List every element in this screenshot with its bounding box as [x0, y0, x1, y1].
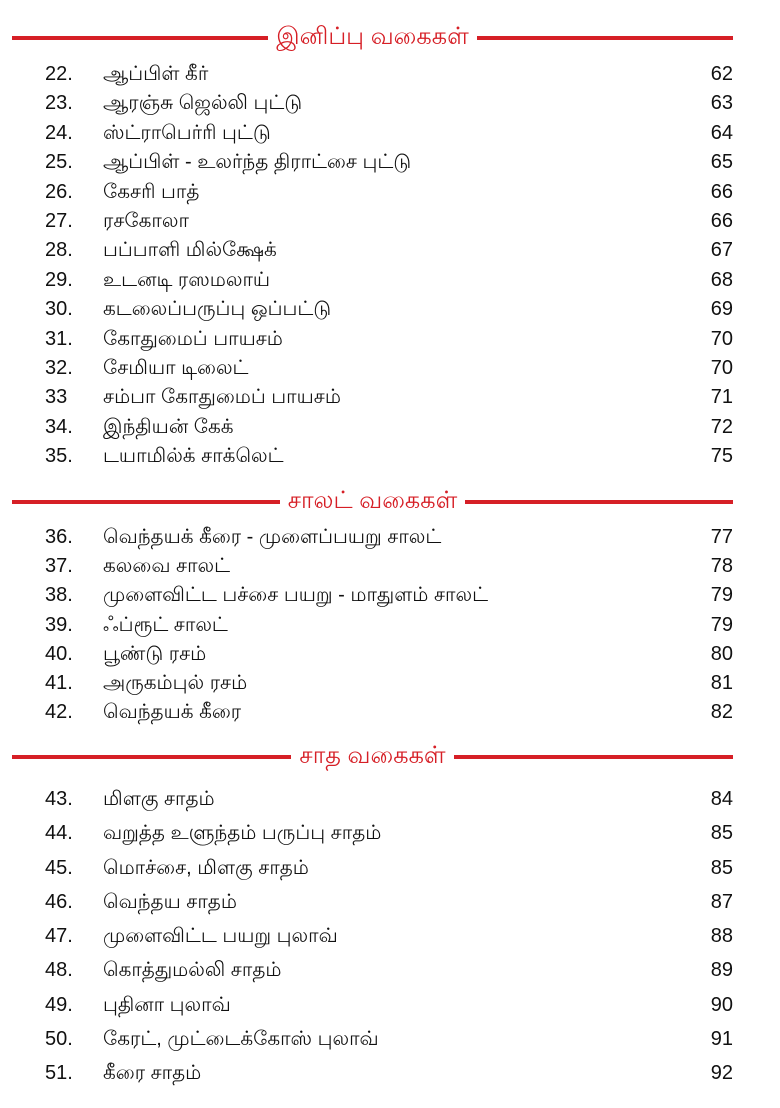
toc-entry	[0, 669, 780, 698]
entry-number: 42.	[45, 701, 73, 724]
toc-entry	[0, 851, 780, 885]
entry-number: 36.	[45, 526, 73, 548]
entry-title: வறுத்த உளுந்தம் பருப்பு சாதம்	[103, 822, 382, 845]
entry-page: 91	[710, 1028, 733, 1051]
entry-page: 87	[710, 890, 733, 913]
toc-entry	[0, 816, 780, 850]
toc-entry	[0, 207, 780, 236]
entry-title: கோதுமைப் பாயசம்	[103, 327, 283, 350]
entry-title: கீரை சாதம்	[103, 1062, 202, 1085]
toc-entry	[0, 148, 780, 177]
toc-entry	[0, 611, 780, 640]
entry-number: 38.	[45, 584, 73, 607]
entry-page: 82	[710, 701, 733, 724]
toc-entry	[0, 354, 780, 383]
entry-page: 69	[710, 298, 733, 321]
toc-entry	[0, 413, 780, 442]
toc-entry	[0, 178, 780, 207]
entry-number: 41.	[45, 671, 73, 694]
section-title: சாலட் வகைகள்	[287, 487, 458, 514]
entry-number: 32.	[45, 356, 73, 379]
entry-title: ஆப்பிள் கீர்	[103, 63, 209, 85]
entry-page: 65	[710, 151, 733, 174]
toc-entry	[0, 1022, 780, 1056]
entry-page: 63	[710, 92, 733, 115]
entry-page: 67	[710, 239, 733, 262]
toc-entry	[0, 442, 780, 471]
entry-page: 85	[710, 822, 733, 845]
entry-number: 39.	[45, 613, 73, 636]
section-header	[0, 742, 780, 772]
entry-number: 31.	[45, 327, 73, 350]
entry-page: 70	[710, 327, 733, 350]
toc-entry	[0, 953, 780, 987]
entry-page: 75	[710, 445, 733, 468]
entry-page: 72	[710, 415, 733, 438]
entry-page: 79	[710, 584, 733, 607]
toc-entry	[0, 325, 780, 354]
entry-title: இந்தியன் கேக்	[103, 415, 234, 438]
divider-line	[12, 500, 280, 504]
entry-number: 30.	[45, 298, 73, 321]
entry-title: சேமியா டிலைட்	[103, 356, 249, 379]
entry-title: அருகம்புல் ரசம்	[103, 671, 248, 694]
entry-page: 66	[710, 180, 733, 203]
divider-line	[12, 755, 291, 759]
entry-number: 44.	[45, 822, 73, 845]
entry-number: 29.	[45, 268, 73, 291]
toc-entry	[0, 1056, 780, 1090]
entry-number: 24.	[45, 121, 73, 144]
entry-number: 40.	[45, 642, 73, 665]
toc-list	[0, 60, 780, 471]
toc-list	[0, 523, 780, 727]
toc-entry	[0, 782, 780, 816]
entry-page: 78	[710, 555, 733, 578]
entry-title: பப்பாளி மில்க்ஷேக்	[103, 239, 277, 262]
divider-line	[12, 36, 268, 40]
entry-number: 51.	[45, 1062, 73, 1085]
entry-number: 47.	[45, 925, 73, 948]
entry-number: 34.	[45, 415, 73, 438]
entry-title: வெந்தயக் கீரை - முளைப்பயறு சாலட்	[103, 526, 442, 548]
toc-entry	[0, 89, 780, 118]
entry-title: டயாமில்க் சாக்லெட்	[103, 445, 284, 468]
entry-title: மொச்சை, மிளகு சாதம்	[103, 856, 309, 879]
entry-title: வெந்தயக் கீரை	[103, 701, 242, 724]
entry-title: கேசரி பாத்	[103, 180, 200, 203]
entry-page: 79	[710, 613, 733, 636]
entry-number: 50.	[45, 1028, 73, 1051]
entry-number: 46.	[45, 890, 73, 913]
entry-title: ஸ்ட்ராபெர்ரி புட்டு	[103, 121, 271, 144]
entry-page: 77	[710, 526, 733, 548]
entry-number: 27.	[45, 209, 73, 232]
entry-title: உடனடி ரஸமலாய்	[103, 268, 271, 291]
entry-title: கலவை சாலட்	[103, 555, 231, 578]
entry-title: ஆரஞ்சு ஜெல்லி புட்டு	[103, 92, 303, 115]
divider-line	[465, 500, 733, 504]
entry-page: 81	[710, 671, 733, 694]
entry-title: ரசகோலா	[103, 209, 189, 232]
entry-page: 90	[710, 993, 733, 1016]
entry-page: 85	[710, 856, 733, 879]
entry-number: 49.	[45, 993, 73, 1016]
entry-page: 89	[710, 959, 733, 982]
entry-title: முளைவிட்ட பயறு புலாவ்	[103, 925, 338, 948]
divider-line	[477, 36, 733, 40]
section-sweets	[0, 23, 780, 471]
toc-list	[0, 782, 780, 1091]
entry-title: ஆப்பிள் - உலர்ந்த திராட்சை புட்டு	[103, 151, 412, 174]
entry-number: 48.	[45, 959, 73, 982]
toc-entry	[0, 266, 780, 295]
entry-page: 68	[710, 268, 733, 291]
entry-page: 66	[710, 209, 733, 232]
entry-page: 84	[710, 788, 733, 810]
toc-entry	[0, 581, 780, 610]
entry-number: 37.	[45, 555, 73, 578]
toc-entry	[0, 383, 780, 412]
section-rice	[0, 742, 780, 1091]
entry-page: 62	[710, 63, 733, 85]
toc-entry	[0, 119, 780, 148]
entry-title: கேரட், முட்டைக்கோஸ் புலாவ்	[103, 1028, 379, 1051]
section-salads	[0, 487, 780, 727]
entry-page: 92	[710, 1062, 733, 1085]
toc-entry	[0, 885, 780, 919]
entry-title: முளைவிட்ட பச்சை பயறு - மாதுளம் சாலட்	[103, 584, 488, 607]
entry-page: 64	[710, 121, 733, 144]
entry-title: பூண்டு ரசம்	[103, 642, 207, 665]
entry-number: 23.	[45, 92, 73, 115]
entry-page: 70	[710, 356, 733, 379]
entry-title: புதினா புலாவ்	[103, 993, 231, 1016]
toc-entry	[0, 988, 780, 1022]
entry-title: ஃப்ரூட் சாலட்	[103, 613, 228, 636]
section-header	[0, 487, 780, 517]
section-header	[0, 23, 780, 53]
section-title: இனிப்பு வகைகள்	[276, 23, 469, 50]
divider-line	[454, 755, 733, 759]
toc-entry	[0, 236, 780, 265]
entry-page: 88	[710, 925, 733, 948]
section-title: சாத வகைகள்	[299, 742, 446, 769]
entry-title: மிளகு சாதம்	[103, 788, 215, 810]
entry-number: 35.	[45, 445, 73, 468]
entry-number: 28.	[45, 239, 73, 262]
toc-entry	[0, 698, 780, 727]
entry-number: 25.	[45, 151, 73, 174]
toc-entry	[0, 295, 780, 324]
entry-number: 22.	[45, 63, 73, 85]
entry-number: 26.	[45, 180, 73, 203]
entry-number: 43.	[45, 788, 73, 810]
entry-title: கடலைப்பருப்பு ஒப்பட்டு	[103, 298, 332, 321]
entry-page: 80	[710, 642, 733, 665]
toc-entry	[0, 552, 780, 581]
entry-page: 71	[710, 386, 733, 409]
entry-number: 45.	[45, 856, 73, 879]
toc-entry	[0, 523, 780, 552]
entry-title: வெந்தய சாதம்	[103, 890, 237, 913]
toc-entry	[0, 919, 780, 953]
entry-title: சம்பா கோதுமைப் பாயசம்	[103, 386, 341, 409]
toc-entry	[0, 60, 780, 89]
entry-number: 33	[45, 386, 68, 409]
entry-title: கொத்துமல்லி சாதம்	[103, 959, 282, 982]
toc-entry	[0, 640, 780, 669]
